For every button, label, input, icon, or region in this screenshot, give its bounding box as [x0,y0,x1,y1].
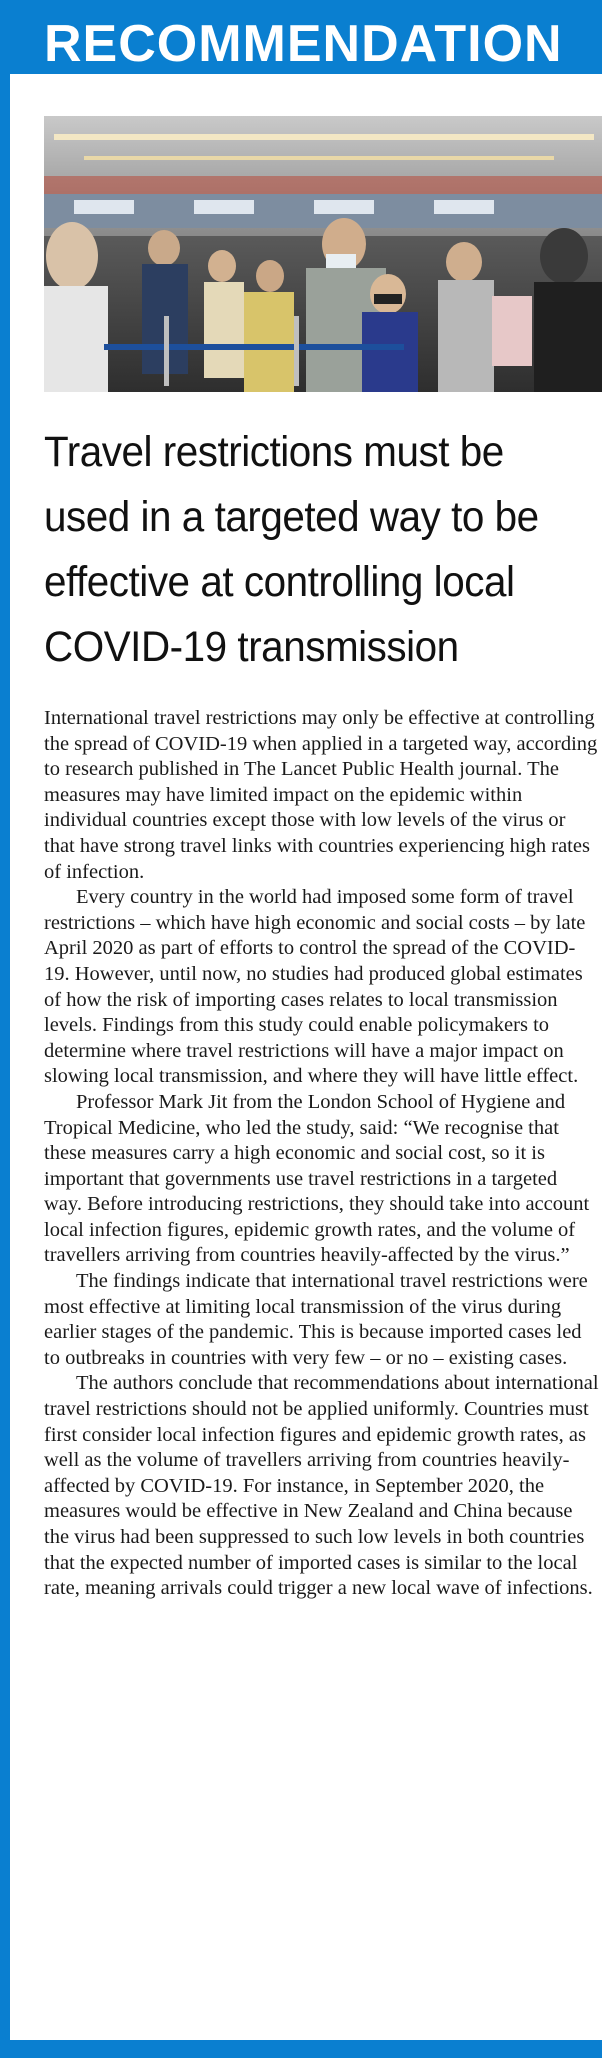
article-paragraph: The authors conclude that recommendations about international travel restrictions should not be applied uniformly. Countries must first consider local infection figures and epidemic growth rates, as well as the volume of travellers arriving from countries heavily-affected by COVID-19. For instance, in September 2020, the measures would be effective in New Zealand and China because the virus had been suppressed to such low levels in both countries that the expected number of imported cases is similar to the local rate, meaning arrivals could trigger a new local wave of infections. [44,1372,599,1600]
photo-illustration [44,116,602,392]
article-body [44,706,600,1602]
article-paragraph: International travel restrictions may only be effective at controlling the spread of COVID-19 when applied in a targeted way, according to research published in The Lancet Public Health journal. The measures may have limited impact on the epidemic within individual countries except those with low levels of the virus or that have strong travel links with countries experiencing high rates of infection. [44,707,598,883]
article-paragraph: Every country in the world had imposed some form of travel restrictions – which have high economic and social costs – by late April 2020 as part of efforts to control the spread of the COVID-19. However, until now, no studies had produced global estimates of how the risk of importing cases relates to local transmission levels. Findings from this study could enable policymakers to determine where travel restrictions will have a major impact on slowing local transmission, and where they will have little effect. [44,886,586,1088]
section-title: RECOMMENDATION [44,15,563,73]
article-headline: Travel restrictions must be used in a targeted way to be effective at controlling local COVID-19 transmission [44,428,539,671]
article-paragraph: The findings indicate that international travel restrictions were most effective at limiting local transmission of the virus during earlier stages of the pandemic. This is because imported cases led to outbreaks in countries with very few – or no – existing cases. [44,1270,588,1369]
article-paragraph: Professor Mark Jit from the London School of Hygiene and Tropical Medicine, who led the study, said: “We recognise that these measures carry a high economic and social cost, so it is important that governments use travel restrictions in a targeted way. Before introducing restrictions, they should take into account local infection figures, epidemic growth rates, and the volume of travellers arriving from countries heavily-affected by the virus.” [44,1090,590,1267]
airport-queue-photo [44,116,602,392]
section-banner [0,0,602,74]
